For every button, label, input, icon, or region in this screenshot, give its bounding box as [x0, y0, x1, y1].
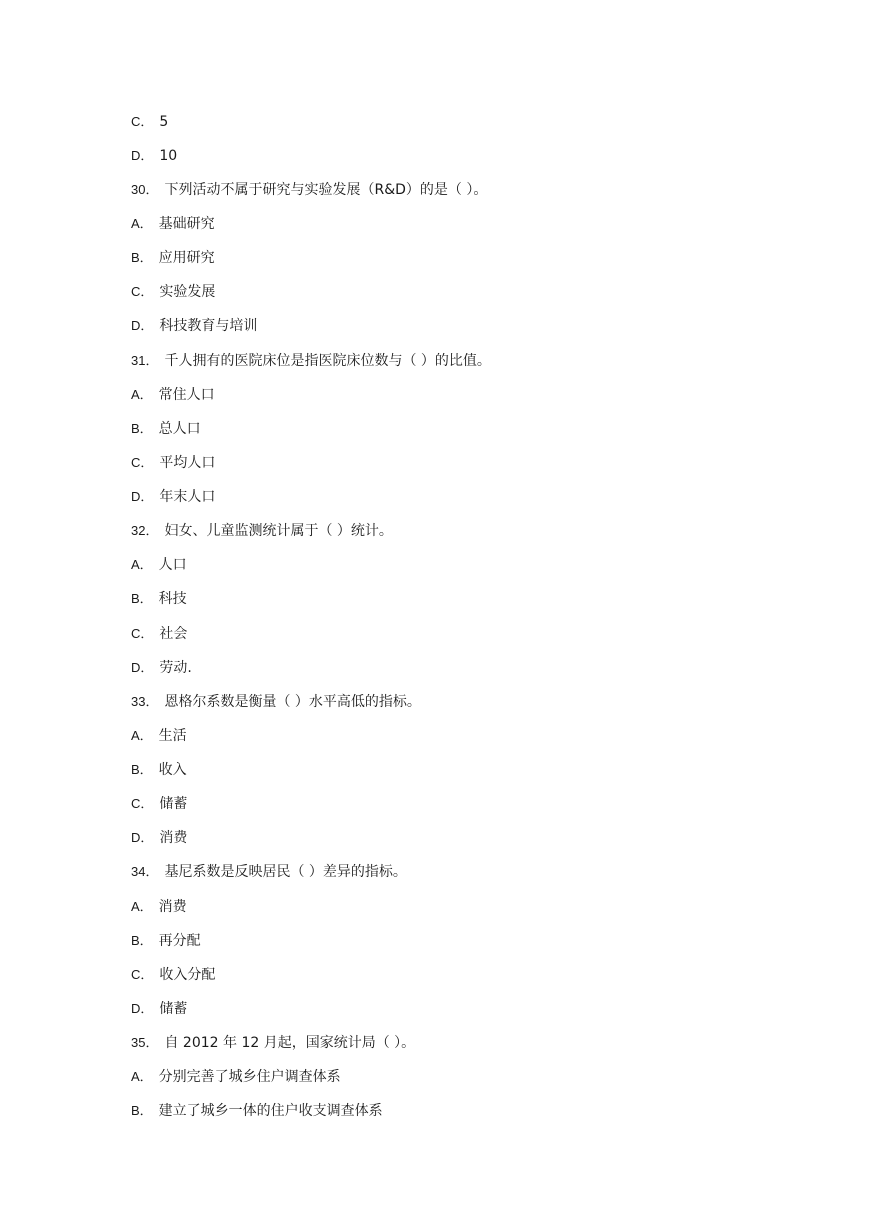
- option-text: 平均人口: [159, 455, 216, 471]
- option-letter: C．: [131, 284, 154, 299]
- option-letter: A．: [131, 557, 153, 572]
- option-line: [131, 966, 215, 984]
- question-text: 下列活动不属于研究与实验发展（R&D）的是（ ）。: [164, 182, 488, 198]
- option-letter: D．: [131, 830, 154, 845]
- option-letter: C．: [131, 967, 154, 982]
- question-text: 恩格尔系数是衡量（ ）水平高低的指标。: [164, 694, 421, 710]
- option-letter: D．: [131, 148, 154, 163]
- option-line: [131, 1102, 383, 1120]
- option-text: 生活: [158, 728, 187, 744]
- option-line: [131, 829, 187, 847]
- option-line: [131, 215, 215, 233]
- option-line: [131, 454, 215, 472]
- option-text: 10: [159, 148, 178, 164]
- option-line: [131, 420, 201, 438]
- option-line: [131, 1068, 341, 1086]
- option-line: [131, 795, 187, 813]
- option-letter: A．: [131, 1069, 153, 1084]
- option-text: 收入: [158, 762, 187, 778]
- option-letter: C．: [131, 114, 154, 129]
- option-line: [131, 761, 187, 779]
- option-line: [131, 317, 257, 335]
- question-text: 基尼系数是反映居民（ ）差异的指标。: [164, 864, 407, 880]
- question-number: 32．: [131, 523, 159, 538]
- option-line: [131, 283, 215, 301]
- option-letter: D．: [131, 660, 154, 675]
- option-text: 社会: [159, 626, 188, 642]
- option-line: [131, 147, 177, 165]
- option-line: [131, 1000, 187, 1018]
- option-letter: D．: [131, 318, 154, 333]
- question-number: 30．: [131, 182, 159, 197]
- option-letter: B．: [131, 591, 153, 606]
- option-text: 科技教育与培训: [159, 318, 258, 334]
- question-number: 31．: [131, 353, 159, 368]
- option-letter: A．: [131, 216, 153, 231]
- option-text: 人口: [158, 557, 187, 573]
- option-text: 再分配: [158, 933, 201, 949]
- option-letter: B．: [131, 250, 153, 265]
- option-text: 总人口: [158, 421, 201, 437]
- option-text: 科技: [158, 591, 187, 607]
- option-line: [131, 249, 215, 267]
- option-letter: B．: [131, 933, 153, 948]
- question-line: [131, 522, 393, 540]
- option-letter: C．: [131, 796, 154, 811]
- question-text: 千人拥有的医院床位是指医院床位数与（ ）的比值。: [164, 353, 491, 369]
- question-line: [131, 352, 491, 370]
- option-text: 消费: [158, 899, 187, 915]
- option-text: 储蓄: [159, 796, 188, 812]
- option-letter: B．: [131, 1103, 153, 1118]
- question-line: [131, 693, 421, 711]
- option-line: [131, 488, 215, 506]
- option-text: 建立了城乡一体的住户收支调查体系: [158, 1103, 383, 1119]
- option-text: 应用研究: [158, 250, 215, 266]
- option-letter: D．: [131, 489, 154, 504]
- option-line: [131, 727, 187, 745]
- question-line: [131, 863, 407, 881]
- option-text: 收入分配: [159, 967, 216, 983]
- option-letter: B．: [131, 762, 153, 777]
- question-text: 妇女、儿童监测统计属于（ ）统计。: [164, 523, 393, 539]
- option-text: 储蓄: [159, 1001, 188, 1017]
- question-number: 33．: [131, 694, 159, 709]
- question-line: [131, 1034, 415, 1052]
- option-text: 年末人口: [159, 489, 216, 505]
- option-text: 常住人口: [158, 387, 215, 403]
- option-letter: A．: [131, 728, 153, 743]
- option-line: [131, 386, 215, 404]
- option-line: [131, 113, 168, 131]
- option-letter: A．: [131, 899, 153, 914]
- option-text: 实验发展: [159, 284, 216, 300]
- option-text: 分别完善了城乡住户调查体系: [158, 1069, 341, 1085]
- option-text: 消费: [159, 830, 188, 846]
- option-text: 基础研究: [158, 216, 215, 232]
- option-line: [131, 659, 192, 677]
- question-number: 34．: [131, 864, 159, 879]
- question-number: 35．: [131, 1035, 159, 1050]
- question-text: 自 2012 年 12 月起，国家统计局（ ）。: [164, 1035, 416, 1051]
- option-letter: D．: [131, 1001, 154, 1016]
- option-letter: B．: [131, 421, 153, 436]
- option-line: [131, 590, 187, 608]
- option-line: [131, 898, 187, 916]
- question-line: [131, 181, 487, 199]
- option-text: 劳动.: [159, 660, 192, 676]
- option-line: [131, 556, 187, 574]
- option-line: [131, 932, 201, 950]
- option-letter: A．: [131, 387, 153, 402]
- option-line: [131, 625, 187, 643]
- option-text: 5: [159, 114, 169, 130]
- option-letter: C．: [131, 455, 154, 470]
- option-letter: C．: [131, 626, 154, 641]
